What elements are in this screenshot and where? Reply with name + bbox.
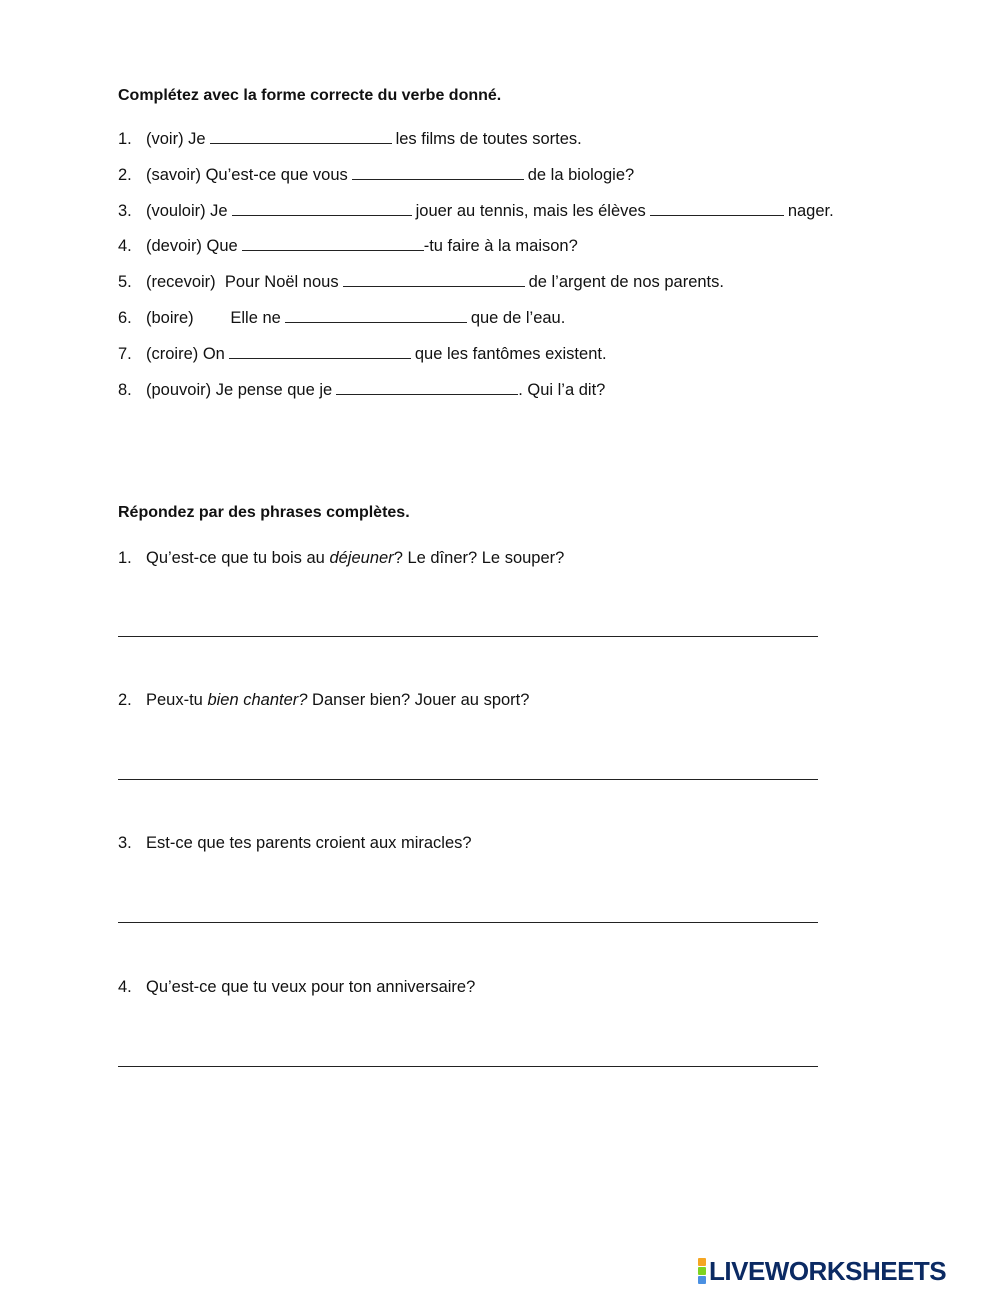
item-number: 5. — [118, 273, 132, 291]
item-rest: que de l’eau. — [470, 309, 566, 327]
question-text: Qu’est-ce que tu veux pour ton anniversaire? — [146, 978, 476, 996]
item-rest: que les fantômes existent. — [414, 345, 607, 363]
item-prompt: (pouvoir) Je pense que je — [146, 381, 333, 399]
answer-line-3[interactable] — [118, 922, 818, 923]
question-text: Peux-tu — [146, 691, 208, 709]
answer-blank[interactable] — [650, 201, 784, 216]
item-rest: nager. — [787, 202, 834, 220]
item-rest: -tu faire à la maison? — [423, 237, 578, 255]
question-text: Est-ce que tes parents croient aux miracles? — [146, 834, 472, 852]
answer-blank[interactable] — [285, 308, 467, 323]
item-number: 4. — [118, 237, 132, 255]
item-prompt: (vouloir) Je — [146, 202, 228, 220]
exercise-item-2 — [118, 165, 634, 185]
item-rest: de l’argent de nos parents. — [528, 273, 724, 291]
item-rest: de la biologie? — [527, 166, 635, 184]
question-number: 4. — [118, 978, 132, 996]
item-number: 2. — [118, 166, 132, 184]
question-italic: déjeuner — [329, 549, 394, 567]
question-text-end: Danser bien? Jouer au sport? — [307, 691, 530, 709]
item-prompt: (voir) Je — [146, 130, 206, 148]
logo-text: LIVEWORKSHEETS — [709, 1255, 947, 1286]
question-number: 2. — [118, 691, 132, 709]
question-4 — [118, 977, 475, 997]
question-text-end: ? Le dîner? Le souper? — [393, 549, 565, 567]
item-prompt: (boire) Elle ne — [146, 309, 281, 327]
item-number: 7. — [118, 345, 132, 363]
item-prompt: (savoir) Qu’est-ce que vous — [146, 166, 348, 184]
item-number: 1. — [118, 130, 132, 148]
answer-blank[interactable] — [232, 201, 412, 216]
question-3 — [118, 833, 472, 853]
answer-blank[interactable] — [343, 272, 525, 287]
section1-title: Complétez avec la forme correcte du verbe donné. — [118, 87, 502, 104]
answer-blank[interactable] — [352, 165, 524, 180]
logo-block-l — [698, 1258, 706, 1266]
exercise-item-6 — [118, 308, 565, 328]
liveworksheets-logo-icon — [698, 1258, 706, 1284]
answer-line-1[interactable] — [118, 636, 818, 637]
answer-blank[interactable] — [242, 236, 424, 251]
item-prompt: (croire) On — [146, 345, 225, 363]
question-text: Qu’est-ce que tu bois au — [146, 549, 330, 567]
question-number: 3. — [118, 834, 132, 852]
exercise-item-3 — [118, 201, 834, 221]
section2-title: Répondez par des phrases complètes. — [118, 504, 410, 521]
item-number: 8. — [118, 381, 132, 399]
question-2 — [118, 690, 529, 710]
exercise-item-5 — [118, 272, 724, 292]
item-number: 6. — [118, 309, 132, 327]
item-prompt: (recevoir) Pour Noël nous — [146, 273, 339, 291]
answer-blank[interactable] — [336, 380, 518, 395]
liveworksheets-logo — [698, 1255, 947, 1286]
answer-line-4[interactable] — [118, 1066, 818, 1067]
answer-blank[interactable] — [229, 344, 411, 359]
answer-line-2[interactable] — [118, 779, 818, 780]
question-italic: bien chanter? — [207, 691, 308, 709]
item-middle: jouer au tennis, mais les élèves — [415, 202, 646, 220]
logo-block-v — [698, 1276, 706, 1284]
logo-block-i — [698, 1267, 706, 1275]
question-1 — [118, 548, 564, 568]
answer-blank[interactable] — [210, 129, 392, 144]
exercise-item-8 — [118, 380, 605, 400]
item-prompt: (devoir) Que — [146, 237, 238, 255]
item-number: 3. — [118, 202, 132, 220]
question-number: 1. — [118, 549, 132, 567]
exercise-item-4 — [118, 236, 578, 256]
exercise-item-1 — [118, 129, 582, 149]
item-rest: les films de toutes sortes. — [395, 130, 582, 148]
item-rest: . Qui l’a dit? — [518, 381, 606, 399]
exercise-item-7 — [118, 344, 607, 364]
